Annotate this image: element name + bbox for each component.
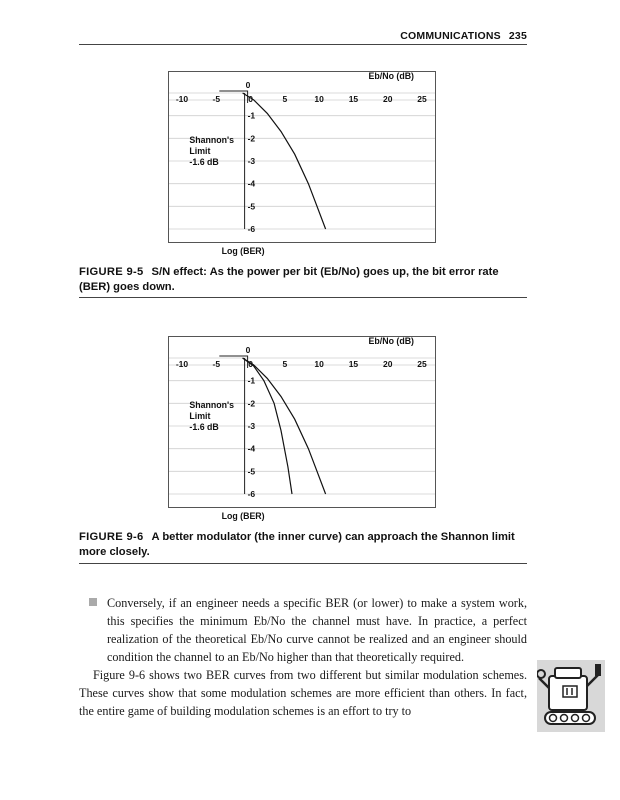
- x-axis-label: Eb/No (dB): [368, 336, 414, 346]
- x-tick-label: 0: [248, 359, 253, 369]
- y-axis-label: Log (BER): [221, 246, 265, 256]
- y-tick-label: -3: [247, 156, 256, 166]
- y-tick-label: -3: [247, 421, 256, 431]
- chart-svg: [168, 71, 436, 256]
- caption-rule: [79, 563, 527, 564]
- figure-9-6-caption: [79, 530, 527, 560]
- shannon-annotation-line: -1.6 dB: [189, 156, 219, 167]
- caption-text: A better modulator (the inner curve) can approach the Shannon limit more closely.: [79, 531, 515, 558]
- x-tick-label: 5: [282, 359, 288, 369]
- figure-9-6-chart: [168, 336, 436, 521]
- x-tick-label: 15: [348, 359, 359, 369]
- x-axis-label: Eb/No (dB): [368, 71, 414, 81]
- x-tick-label: -5: [212, 359, 221, 369]
- y-axis-label: Log (BER): [221, 511, 265, 521]
- y-tick-label: -4: [247, 443, 256, 454]
- shannon-annotation-line: Limit: [189, 145, 211, 156]
- y-tick-label: -2: [247, 398, 256, 409]
- x-tick-label: 25: [417, 359, 427, 369]
- shannon-annotation-line: -1.6 dB: [189, 421, 219, 432]
- x-tick-label: 25: [417, 94, 427, 104]
- y-tick-label: -5: [247, 466, 256, 477]
- x-tick-label: 20: [382, 359, 393, 369]
- running-header: [79, 30, 527, 42]
- x-tick-label: -10: [175, 359, 189, 369]
- y-tick-label: -1: [247, 110, 256, 121]
- y-tick-label: -1: [247, 375, 256, 386]
- figure-9-5-caption: [79, 265, 527, 295]
- shannon-annotation-line: Limit: [189, 410, 211, 421]
- shannon-annotation-line: Shannon's: [189, 399, 235, 410]
- y-tick-label: 0: [245, 345, 251, 355]
- y-tick-label: -6: [247, 489, 256, 499]
- figure-label: FIGURE 9-6: [79, 531, 144, 543]
- x-tick-label: 5: [282, 94, 288, 104]
- y-tick-label: -5: [247, 201, 256, 212]
- figure-9-5-chart: [168, 71, 436, 256]
- x-tick-label: 0: [248, 94, 253, 104]
- bullet-paragraph: Conversely, if an engineer needs a specific BER (or lower) to make a system work, this specifies the minimum Eb/No the channel must have. In practice, a perfect realization of the theoretical Eb/No curve cannot be realized and an engineer should condition the channel to an Eb/No higher than that theoretically required.: [107, 596, 527, 664]
- caption-rule: [79, 297, 527, 298]
- x-tick-label: 10: [314, 359, 324, 369]
- body-paragraph: Figure 9-6 shows two BER curves from two different but similar modulation schemes. These curves show that some modulation schemes are more efficient than others. In fact, the entire game of building modulation schemes is an effort to try to: [79, 668, 527, 718]
- robot-tool-icon: [537, 660, 605, 732]
- section-title: COMMUNICATIONS: [400, 30, 501, 42]
- x-tick-label: 10: [314, 94, 324, 104]
- caption-text: S/N effect: As the power per bit (Eb/No) goes up, the bit error rate (BER) goes down.: [79, 266, 499, 293]
- x-tick-label: 15: [348, 94, 359, 104]
- page-number: 235: [508, 30, 527, 42]
- x-tick-label: -5: [212, 94, 221, 104]
- chart-svg: [168, 336, 436, 521]
- x-tick-label: -10: [175, 94, 189, 104]
- figure-label: FIGURE 9-5: [79, 266, 144, 278]
- bullet-square-icon: [89, 598, 97, 606]
- shannon-annotation-line: Shannon's: [189, 134, 235, 145]
- x-tick-label: 20: [382, 94, 393, 104]
- y-tick-label: 0: [245, 80, 251, 90]
- y-tick-label: -4: [247, 178, 256, 189]
- header-rule: [79, 44, 527, 45]
- y-tick-label: -2: [247, 133, 256, 144]
- y-tick-label: -6: [247, 224, 256, 234]
